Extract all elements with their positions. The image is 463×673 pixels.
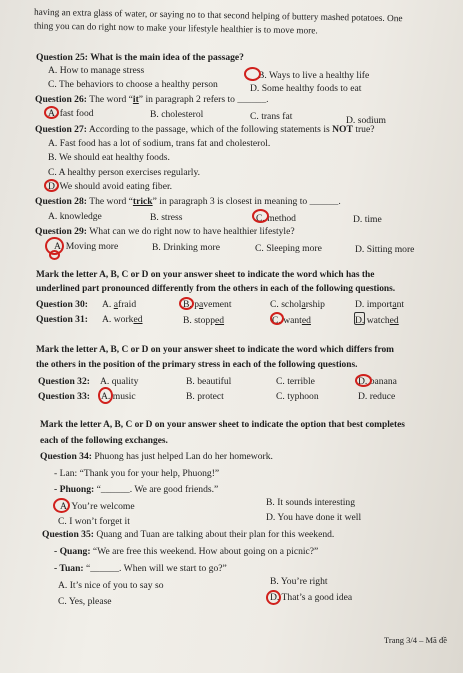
q25-option-b: B. Ways to live a healthy life xyxy=(258,70,370,81)
q30-label: Question 30: xyxy=(36,299,88,310)
q35-option-b: B. You’re right xyxy=(270,576,328,587)
q34-stem: Question 34: Phuong has just helped Lan do her homework. xyxy=(40,451,273,462)
q34-option-b: B. It sounds interesting xyxy=(266,497,356,508)
q27-option-d: D. We should avoid eating fiber. xyxy=(48,181,173,192)
section-pronunciation-line-1: Mark the letter A, B, C or D on your answer sheet to indicate the word which has the xyxy=(36,270,375,280)
q25-stem: Question 25: What is the main idea of the passage? xyxy=(36,52,244,63)
section-pronunciation-line-2: underlined part pronounced differently from the others in each of the following questions. xyxy=(36,284,396,294)
q29-option-d: D. Sitting more xyxy=(355,244,415,255)
q32-option-d: D. banana xyxy=(358,376,397,387)
q31-option-d: D. watched xyxy=(355,315,399,326)
answer-mark-q27 xyxy=(44,179,59,192)
q28-option-a: A. knowledge xyxy=(48,211,102,222)
q35-option-a: A. It’s nice of you to say so xyxy=(58,580,164,591)
q27-stem: Question 27: According to the passage, which of the following statements is NOT true? xyxy=(35,124,375,135)
q35-option-d: D. That’s a good idea xyxy=(270,592,353,603)
q34-option-c: C. I won’t forget it xyxy=(58,516,130,527)
q28-option-d: D. time xyxy=(353,214,382,225)
q26-option-b: B. cholesterol xyxy=(150,109,204,120)
answer-mark-q25 xyxy=(244,67,261,81)
q26-option-c: C. trans fat xyxy=(250,111,293,122)
q30-option-d: D. important xyxy=(355,299,405,310)
q30-option-c: C. scholarship xyxy=(270,299,325,310)
q31-option-b: B. stopped xyxy=(183,315,225,326)
q32-option-c: C. terrible xyxy=(276,376,315,387)
q35-dialogue-quang: - Quang: “We are free this weekend. How about going on a picnic?” xyxy=(54,546,319,557)
q25-option-d: D. Some healthy foods to eat xyxy=(250,83,362,94)
q28-stem: Question 28: The word “trick” in paragraph 3 is closest in meaning to ______. xyxy=(35,196,341,207)
q27-option-c: C. A healthy person exercises regularly. xyxy=(48,167,201,178)
intro-line-2: thing you can do right now to make your lifestyle healthier is to move more. xyxy=(33,21,318,37)
q29-option-c: C. Sleeping more xyxy=(255,243,322,254)
q28-option-b: B. stress xyxy=(150,212,183,223)
q33-option-d: D. reduce xyxy=(358,391,396,402)
q29-option-a: A. Moving more xyxy=(54,241,119,252)
q31-label: Question 31: xyxy=(36,314,88,325)
section-stress-line-1: Mark the letter A, B, C or D on your answer sheet to indicate the word which differs from xyxy=(36,345,394,355)
q29-option-b: B. Drinking more xyxy=(152,242,220,253)
section-exchange-line-1: Mark the letter A, B, C or D on your answer sheet to indicate the option that best completes xyxy=(40,420,405,430)
answer-mark-q26 xyxy=(44,106,59,119)
q33-option-c: C. typhoon xyxy=(276,391,319,402)
answer-mark-q29-dot xyxy=(49,250,60,260)
section-exchange-line-2: each of the following exchanges. xyxy=(40,436,168,446)
q31-option-c: C. wanted xyxy=(272,315,311,326)
q35-option-c: C. Yes, please xyxy=(58,596,112,607)
q26-option-a: A. fast food xyxy=(48,108,94,119)
q30-option-b: B. pavement xyxy=(183,299,232,310)
q35-dialogue-tuan: - Tuan: “______. When will we start to go?” xyxy=(54,563,227,574)
q33-option-b: B. protect xyxy=(186,391,224,402)
q25-option-a: A. How to manage stress xyxy=(48,65,145,76)
answer-mark-q33 xyxy=(98,387,113,404)
q26-stem: Question 26: The word “it” in paragraph 2 refers to ______. xyxy=(35,94,269,105)
answer-mark-q30 xyxy=(179,297,194,310)
q29-stem: Question 29: What can we do right now to have healthier lifestyle? xyxy=(35,226,295,237)
q26-option-d: D. sodium xyxy=(346,115,386,126)
answer-mark-q35 xyxy=(266,590,281,605)
q34-dialogue-phuong: - Phuong: “______. We are good friends.” xyxy=(54,484,219,495)
q35-stem: Question 35: Quang and Tuan are talking about their plan for this weekend. xyxy=(42,529,335,540)
page-footer: Trang 3/4 – Mã đề xyxy=(384,635,447,645)
q31-option-a: A. worked xyxy=(102,314,143,325)
q34-dialogue-lan: - Lan: “Thank you for your help, Phuong!” xyxy=(54,468,220,479)
q25-option-c: C. The behaviors to choose a healthy person xyxy=(48,79,218,90)
q32-option-b: B. beautiful xyxy=(186,376,232,387)
answer-mark-q34 xyxy=(53,498,70,513)
q27-option-b: B. We should eat healthy foods. xyxy=(48,152,170,163)
q32-label: Question 32: xyxy=(38,376,90,387)
q32-option-a: A. quality xyxy=(100,376,139,387)
q30-option-a: A. afraid xyxy=(102,299,137,310)
q34-option-d: D. You have done it well xyxy=(266,512,362,523)
answer-mark-q28 xyxy=(252,209,269,223)
answer-box-q31 xyxy=(354,312,365,325)
q34-option-a: A. You’re welcome xyxy=(60,501,135,512)
section-stress-line-2: the others in the position of the primary stress in each of the following questions. xyxy=(36,360,358,370)
answer-mark-q31 xyxy=(270,312,284,325)
q33-option-a: A. music xyxy=(101,391,136,402)
intro-line-1: having an extra glass of water, or saying no to that second helping of buttery mashed potatoes. One xyxy=(33,7,403,25)
q33-label: Question 33: xyxy=(38,391,90,402)
q27-option-a: A. Fast food has a lot of sodium, trans fat and cholesterol. xyxy=(48,138,271,149)
q28-option-c: C. method xyxy=(256,213,296,224)
answer-mark-q32 xyxy=(355,374,372,387)
